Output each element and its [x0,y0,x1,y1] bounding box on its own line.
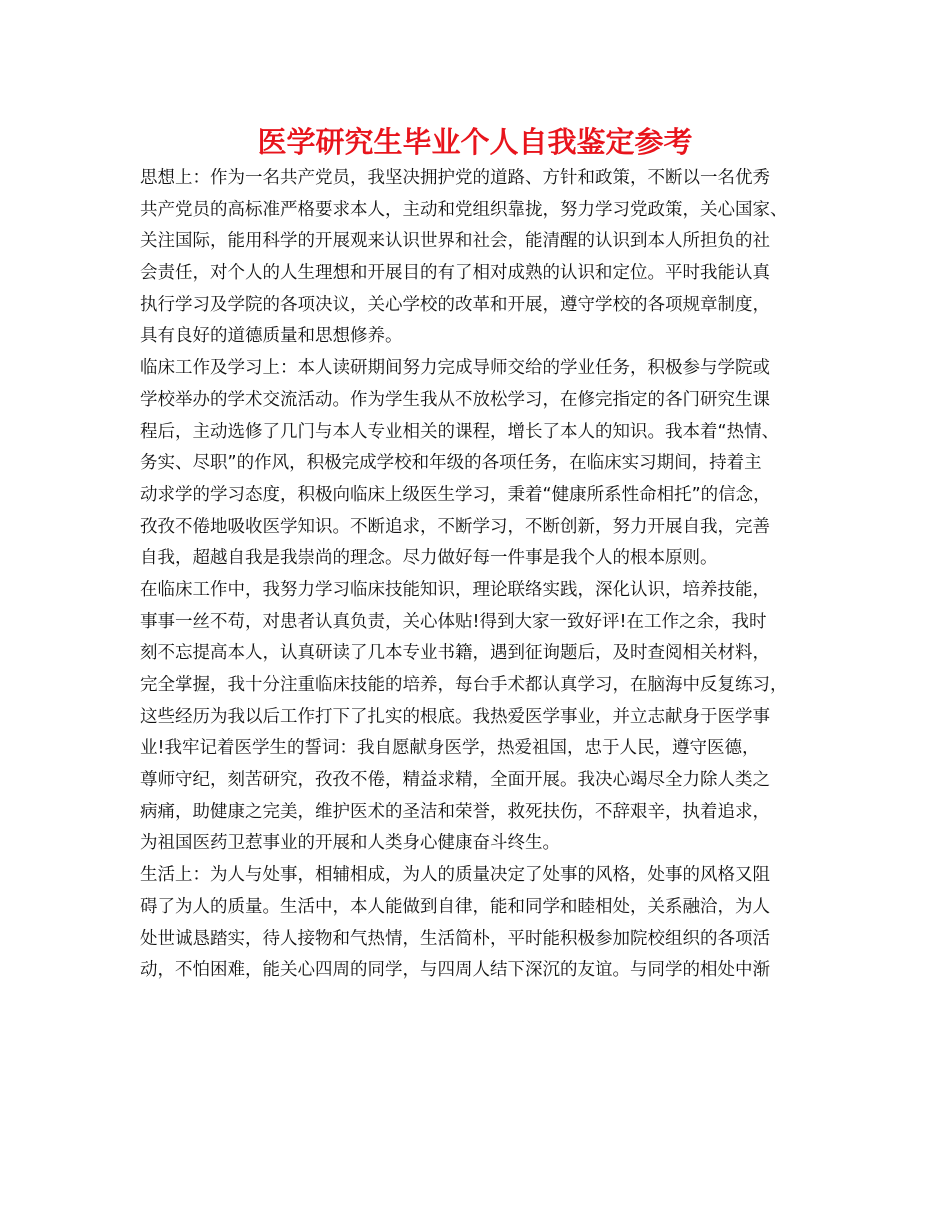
text-line: 在临床工作中，我努力学习临床技能知识，理论联络实践，深化认识，培养技能， [140,579,770,600]
text-line: 碍了为人的质量。生活中，本人能做到自律，能和同学和睦相处，关系融洽，为人 [140,896,770,917]
text-line: 学校举办的学术交流活动。作为学生我从不放松学习，在修完指定的各门研究生课 [140,389,770,410]
text-line: 务实、尽职”的作风，积极完成学校和年级的各项任务，在临床实习期间，持着主 [140,453,762,474]
text-line: 刻不忘提高本人，认真研读了几本专业书籍，遇到征询题后，及时查阅相关材料， [140,643,770,664]
document-title: 医学研究生毕业个人自我鉴定参考 [257,125,693,159]
text-line: 具有良好的道德质量和思想修养。 [140,326,403,347]
text-line: 业!我牢记着医学生的誓词：我自愿献身医学，热爱祖国，忠于人民，遵守医德， [140,738,760,759]
text-line: 自我，超越自我是我崇尚的理念。尽力做好每一件事是我个人的根本原则。 [140,548,718,569]
text-line: 完全掌握，我十分注重临床技能的培养，每台手术都认真学习，在脑海中反复练习， [140,675,788,695]
text-line: 生活上：为人与处事，相辅相成，为人的质量决定了处事的风格，处事的风格又阻 [140,865,770,886]
text-line: 事事一丝不苟，对患者认真负责，关心体贴!得到大家一致好评!在工作之余，我时 [140,611,767,632]
text-line: 尊师守纪，刻苦研究，孜孜不倦，精益求精，全面开展。我决心竭尽全力除人类之 [140,770,770,791]
text-line: 动求学的学习态度，积极向临床上级医生学习，秉着“健康所系性命相托”的信念， [140,484,771,505]
text-line: 思想上：作为一名共产党员，我坚决拥护党的道路、方针和政策，不断以一名优秀 [140,168,770,188]
text-line: 病痛，助健康之完美，维护医术的圣洁和荣誉，救死扶伤，不辞艰辛，执着追求， [140,801,770,822]
text-line: 会责任，对个人的人生理想和开展目的有了相对成熟的认识和定位。平时我能认真 [140,263,770,284]
text-line: 处世诚恳踏实，待人接物和气热情，生活简朴，平时能积极参加院校组织的各项活 [140,928,770,949]
text-line: 执行学习及学院的各项决议，关心学校的改革和开展，遵守学校的各项规章制度， [140,294,770,315]
text-line: 孜孜不倦地吸收医学知识。不断追求，不断学习，不断创新，努力开展自我，完善 [140,516,770,537]
text-line: 共产党员的高标准严格要求本人，主动和党组织靠拢，努力学习党政策，关心国家、 [140,199,788,220]
text-line: 这些经历为我以后工作打下了扎实的根底。我热爱医学事业，并立志献身于医学事 [140,706,770,727]
text-line: 动，不怕困难，能关心四周的同学，与四周人结下深沉的友谊。与同学的相处中渐 [140,960,770,981]
text-line: 临床工作及学习上：本人读研期间努力完成导师交给的学业任务，积极参与学院或 [140,358,770,379]
document-body [140,163,820,987]
text-line: 程后，主动选修了几门与本人专业相关的课程，增长了本人的知识。我本着“热情、 [140,421,780,442]
text-line: 为祖国医药卫惹事业的开展和人类身心健康奋斗终生。 [140,833,560,854]
text-line: 关注国际，能用科学的开展观来认识世界和社会，能清醒的认识到本人所担负的社 [140,231,770,252]
